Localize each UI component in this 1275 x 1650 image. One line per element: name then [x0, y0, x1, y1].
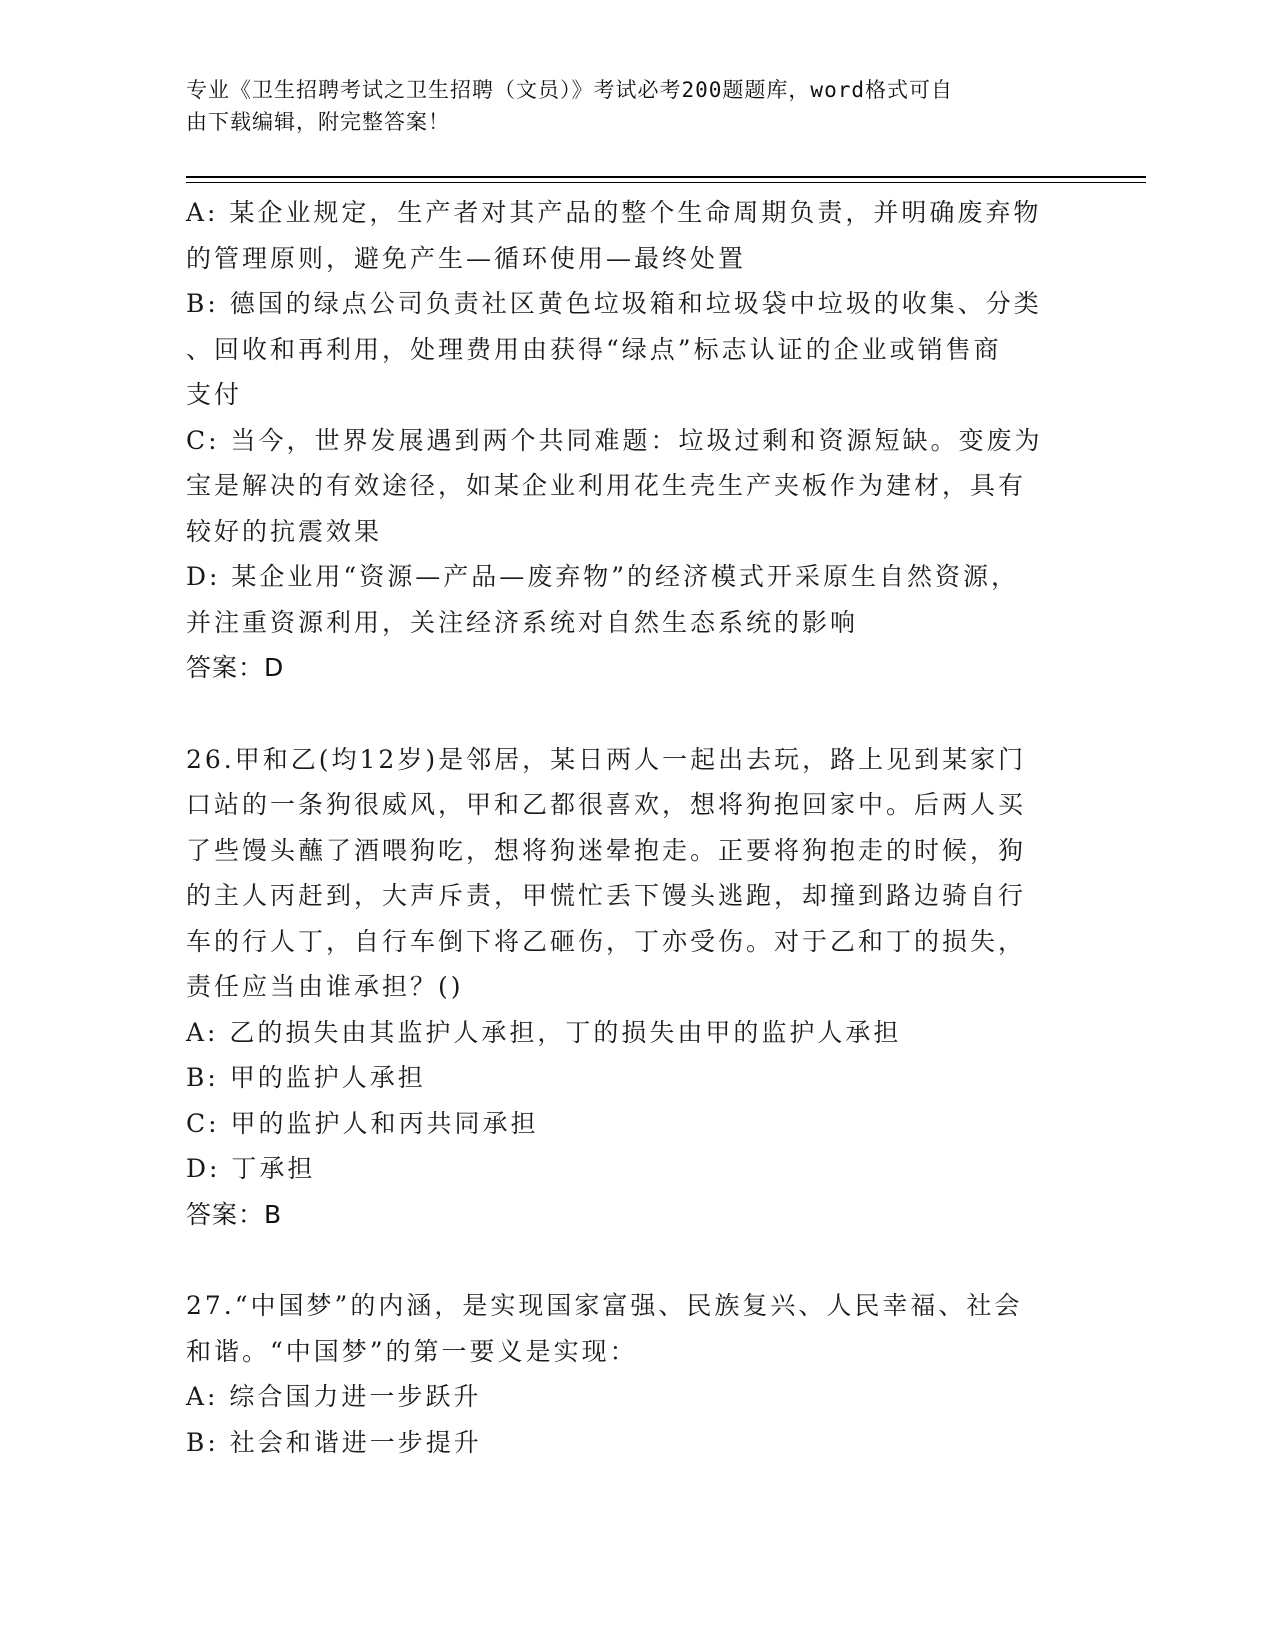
option-b: B: 甲的监护人承担 — [186, 1063, 426, 1092]
option-line: A: 某企业规定，生产者对其产品的整个生命周期负责，并明确废弃物 — [186, 198, 1042, 227]
option-d — [186, 554, 1076, 645]
option-a: A: 综合国力进一步跃升 — [186, 1382, 482, 1411]
stem-line: 口站的一条狗很威风，甲和乙都很喜欢，想将狗抱回家中。后两人买 — [186, 790, 1027, 819]
stem-line: 27.“中国梦”的内涵，是实现国家富强、民族复兴、人民幸福、社会 — [186, 1291, 1023, 1320]
option-line: 、回收和再利用，处理费用由获得“绿点”标志认证的企业或销售商 — [186, 334, 1002, 364]
question-26 — [186, 737, 1076, 1238]
option-line: B: 德国的绿点公司负责社区黄色垃圾箱和垃圾袋中垃圾的收集、分类 — [186, 289, 1042, 318]
spacer — [186, 691, 1076, 737]
option-line: 支付 — [186, 380, 243, 409]
stem-line: 的主人丙赶到，大声斥责，甲慌忙丢下馒头逃跑，却撞到路边骑自行 — [186, 881, 1027, 910]
option-c: C: 甲的监护人和丙共同承担 — [186, 1108, 539, 1138]
option-line: 并注重资源利用，关注经济系统对自然生态系统的影响 — [186, 607, 859, 637]
document-header — [186, 74, 1066, 138]
option-a: A: 乙的损失由其监护人承担，丁的损失由甲的监护人承担 — [186, 1017, 902, 1047]
option-line: C: 当今，世界发展遇到两个共同难题：垃圾过剩和资源短缺。变废为 — [186, 425, 1043, 455]
spacer — [186, 1237, 1076, 1283]
header-divider-thick — [186, 176, 1146, 178]
question-25 — [186, 190, 1076, 691]
header-title-line-2: 由下载编辑，附完整答案！ — [186, 110, 450, 134]
answer-label: 答案：D — [186, 653, 285, 682]
option-b — [186, 281, 1076, 418]
option-line: D: 某企业用“资源—产品—废弃物”的经济模式开采原生自然资源， — [186, 562, 1019, 591]
option-line: 宝是解决的有效途径，如某企业利用花生壳生产夹板作为建材，具有 — [186, 471, 1027, 500]
question-stem — [186, 1283, 1076, 1374]
stem-line: 责任应当由谁承担？() — [186, 972, 464, 1001]
option-c — [186, 418, 1076, 555]
stem-line: 和谐。“中国梦”的第一要义是实现： — [186, 1336, 638, 1366]
option-d: D: 丁承担 — [186, 1154, 316, 1183]
stem-line: 车的行人丁，自行车倒下将乙砸伤，丁亦受伤。对于乙和丁的损失， — [186, 926, 1027, 956]
header-title-line-1: 专业《卫生招聘考试之卫生招聘（文员）》考试必考200题题库，word格式可自 — [186, 78, 953, 102]
option-line: 较好的抗震效果 — [186, 516, 383, 546]
option-b: B: 社会和谐进一步提升 — [186, 1427, 482, 1457]
stem-line: 了些馒头蘸了酒喂狗吃，想将狗迷晕抱走。正要将狗抱走的时候，狗 — [186, 835, 1027, 865]
option-line: 的管理原则，避免产生—循环使用—最终处置 — [186, 243, 747, 273]
answer-label: 答案：B — [186, 1199, 283, 1229]
header-divider-thin — [186, 182, 1146, 183]
option-a — [186, 190, 1076, 281]
stem-line: 26.甲和乙(均12岁)是邻居，某日两人一起出去玩，路上见到某家门 — [186, 744, 1027, 774]
question-stem — [186, 737, 1076, 1010]
question-27 — [186, 1283, 1076, 1465]
question-content — [186, 190, 1076, 1465]
